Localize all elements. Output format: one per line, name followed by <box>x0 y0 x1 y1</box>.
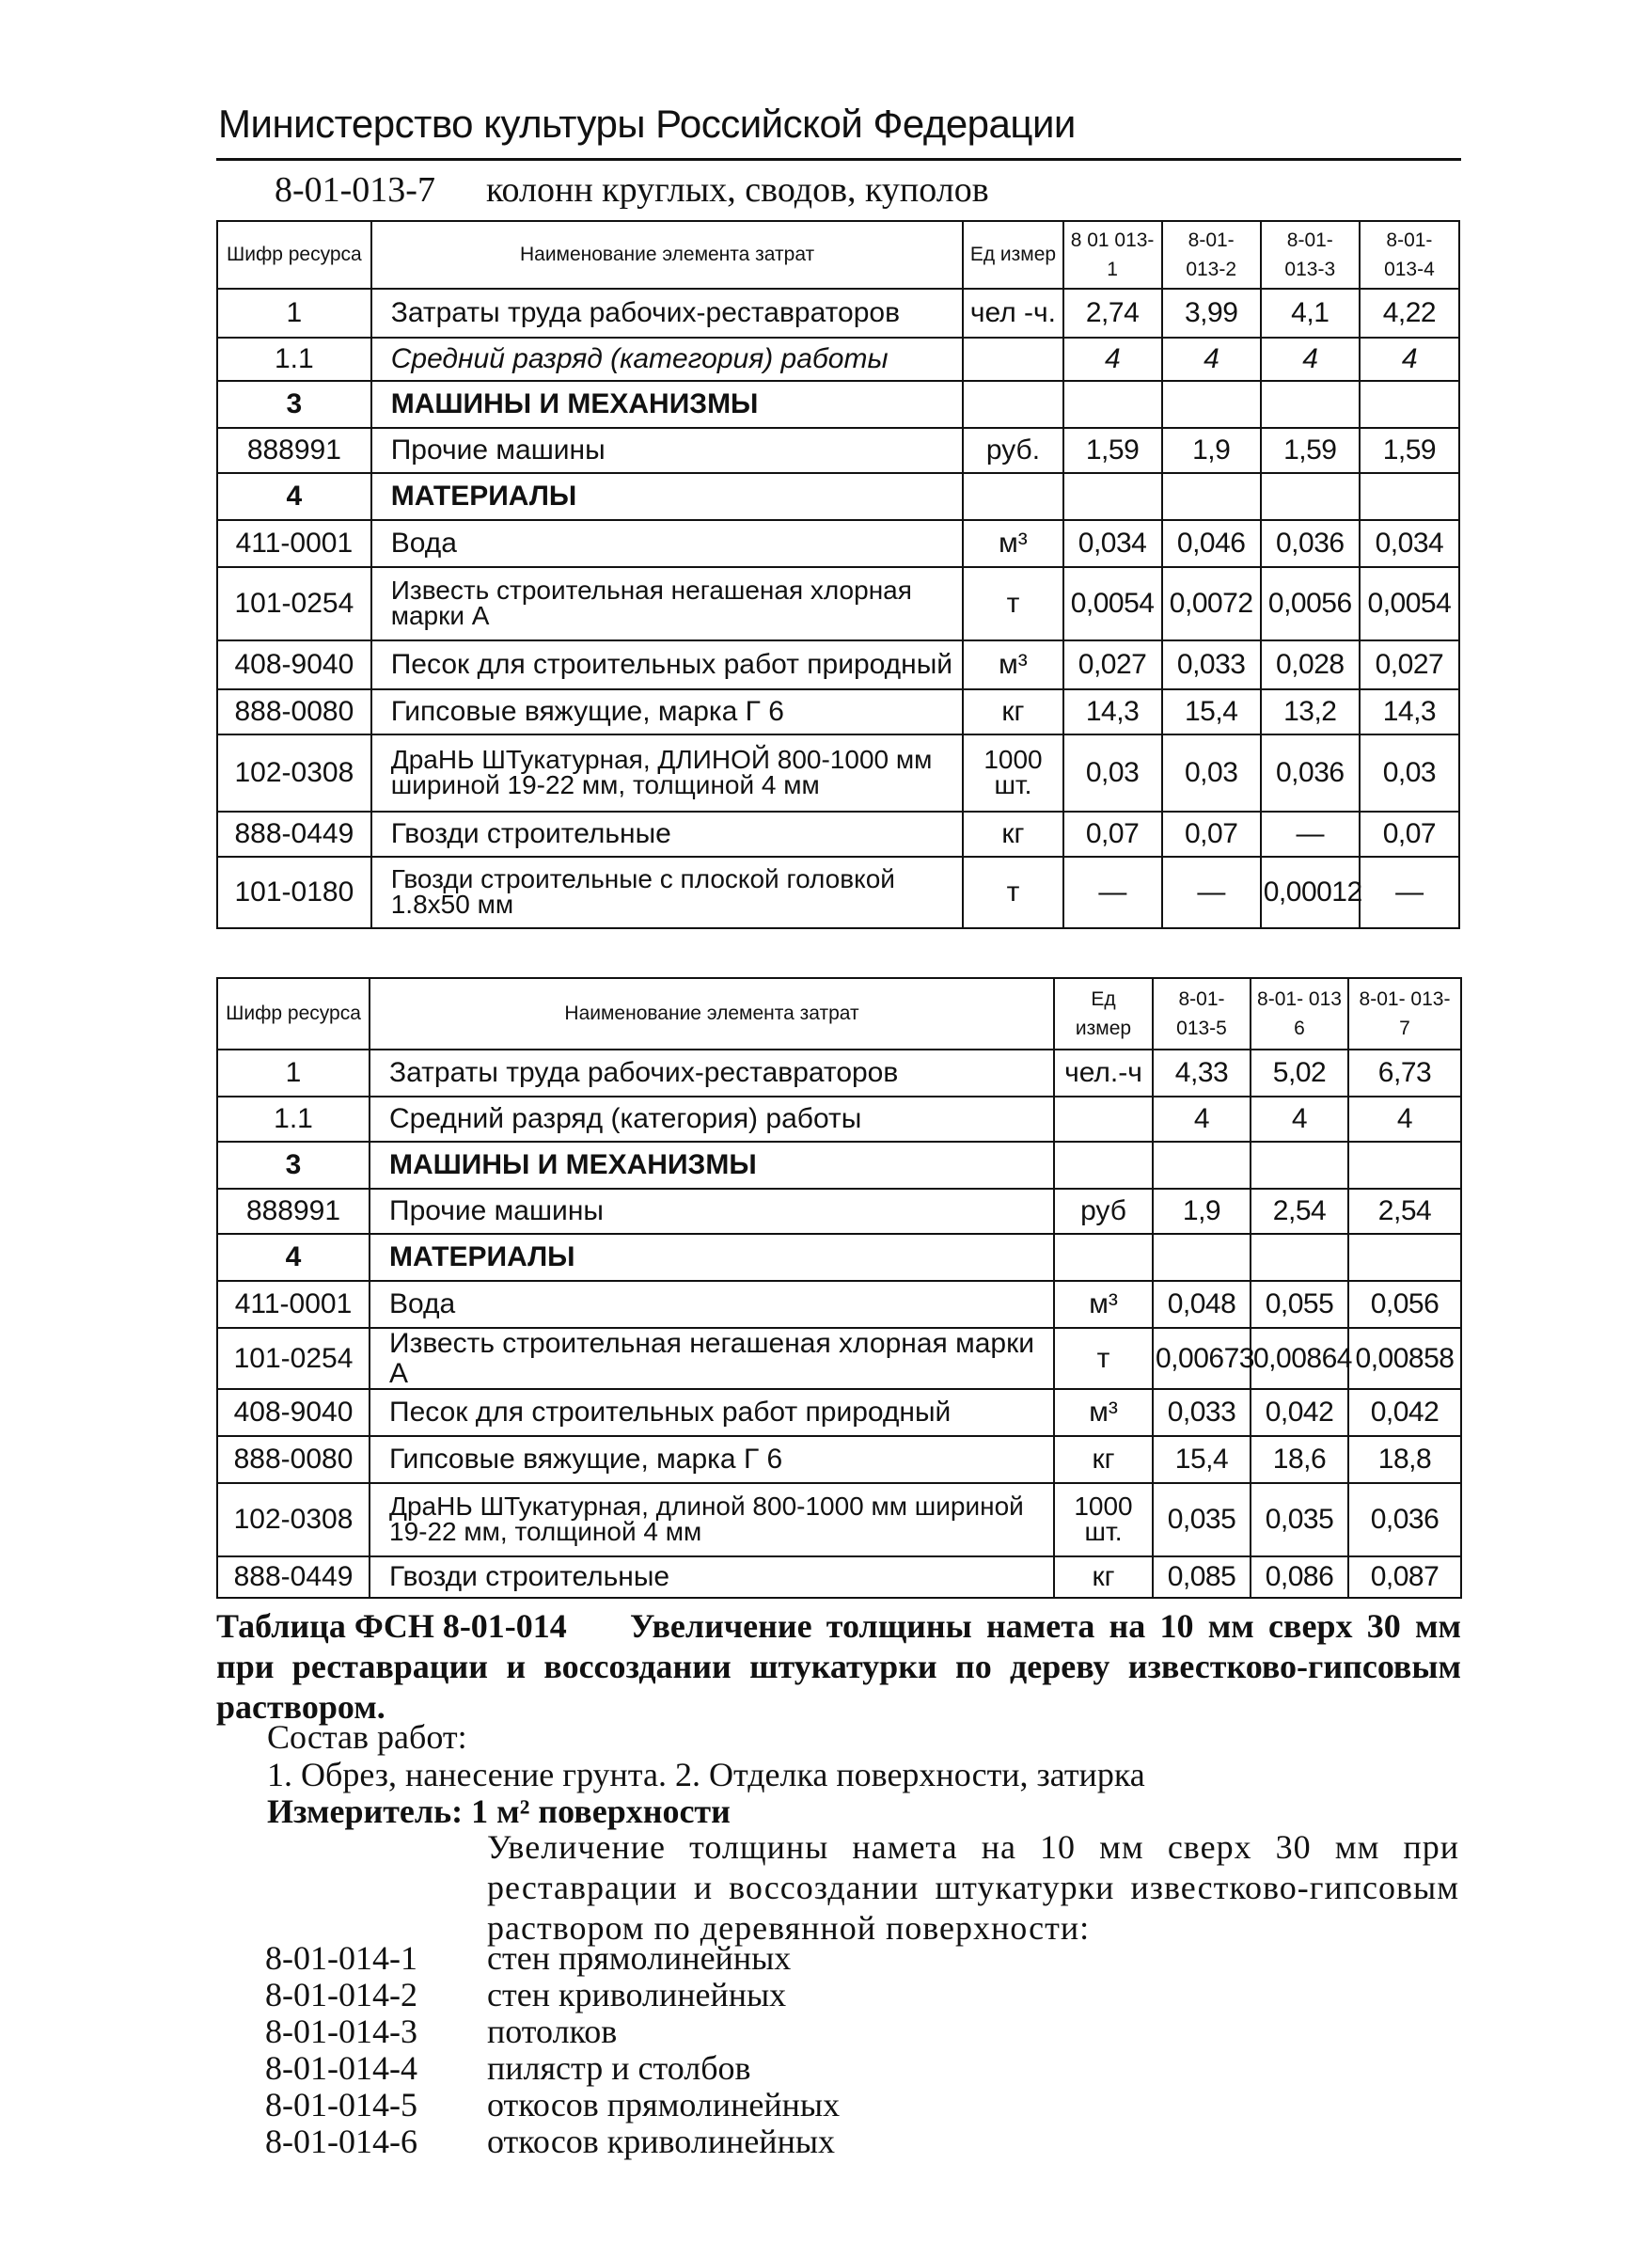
table-cell: Песок для строительных работ природный <box>370 1389 1054 1436</box>
table-section-row <box>217 1142 1461 1189</box>
header-cell: 8-01- 013-5 <box>1153 978 1251 1050</box>
table-row <box>217 338 1459 381</box>
list-item <box>265 1940 840 1977</box>
table-cell: т <box>1054 1328 1153 1389</box>
table-cell: 0,034 <box>1063 520 1162 567</box>
table-cell: Песок для строительных работ природный <box>371 640 964 689</box>
header-cell: Наименование элемента затрат <box>371 221 964 289</box>
table-cell: Гипсовые вяжущие, марка Г 6 <box>371 689 964 734</box>
table-cell: 0,00012 <box>1261 857 1360 928</box>
table-cell: 0,07 <box>1360 812 1459 857</box>
table-cell: 1,59 <box>1360 428 1459 473</box>
table-cell: 14,3 <box>1360 689 1459 734</box>
table-row <box>217 520 1459 567</box>
table-cell: 411-0001 <box>217 520 371 567</box>
subsection-line <box>275 169 989 211</box>
table-cell: МАТЕРИАЛЫ <box>370 1234 1054 1281</box>
table-cell: 4,1 <box>1261 289 1360 338</box>
table-cell: 4 <box>1348 1097 1461 1142</box>
item-list <box>265 1940 840 2160</box>
table-row <box>217 567 1459 640</box>
table-cell <box>1063 381 1162 428</box>
table-cell: 0,0056 <box>1261 567 1360 640</box>
table-cell: 411-0001 <box>217 1281 370 1328</box>
table-cell: 0,042 <box>1251 1389 1348 1436</box>
table-cell <box>1054 1234 1153 1281</box>
table-cell: 18,8 <box>1348 1436 1461 1483</box>
table-caption <box>216 1606 1461 1729</box>
table-row <box>217 289 1459 338</box>
table-cell: 0,03 <box>1162 734 1261 812</box>
table-cell: 4 <box>1063 338 1162 381</box>
table-cell: 0,00858 <box>1348 1328 1461 1389</box>
table-row <box>217 428 1459 473</box>
header-cell: Ед измер <box>1054 978 1153 1050</box>
table-cell <box>963 473 1062 520</box>
table-cell: 0,034 <box>1360 520 1459 567</box>
item-text: откосов криволинейных <box>487 2123 836 2160</box>
table-cell: 0,03 <box>1063 734 1162 812</box>
item-code: 8-01-014-3 <box>265 2013 417 2050</box>
table-cell: 0,033 <box>1153 1389 1251 1436</box>
table-cell: 0,035 <box>1153 1483 1251 1556</box>
table-cell: 0,0072 <box>1162 567 1261 640</box>
list-item <box>265 1977 840 2013</box>
table-cell: 0,086 <box>1251 1556 1348 1598</box>
description-text: Увеличение толщины намета на 10 мм сверх 30 мм при реставрации и воссоздании штукатурки известково-гипсовым раствором по деревянной поверхности: <box>487 1828 1459 1948</box>
page-header: Министерство культуры Российской Федерации <box>218 102 1076 146</box>
table-cell: Средний разряд (категория) работы <box>370 1097 1054 1142</box>
table-cell: 0,036 <box>1261 734 1360 812</box>
table-cell: 0,055 <box>1251 1281 1348 1328</box>
table-cell: 888-0449 <box>217 812 371 857</box>
table-cell: 3 <box>217 381 371 428</box>
table-cell: Известь строительная негашеная хлорная марки А <box>371 567 964 640</box>
table-cell: 101-0254 <box>217 1328 370 1389</box>
table-cell: 888991 <box>217 428 371 473</box>
table-cell: 1000 шт. <box>1054 1483 1153 1556</box>
table-row <box>217 812 1459 857</box>
table-cell: Гвозди строительные с плоской головкой 1.8x50 мм <box>371 857 964 928</box>
table-cell <box>1153 1142 1251 1189</box>
header-cell: Ед измер <box>963 221 1062 289</box>
table-cell: 408-9040 <box>217 640 371 689</box>
list-item <box>265 2013 840 2050</box>
table-row <box>217 1050 1461 1097</box>
header-cell: 8 01 013-1 <box>1063 221 1162 289</box>
table-cell <box>1063 473 1162 520</box>
table-cell: 0,087 <box>1348 1556 1461 1598</box>
table-cell: 2,54 <box>1251 1189 1348 1234</box>
table-cell: 888991 <box>217 1189 370 1234</box>
table-row <box>217 734 1459 812</box>
table-section-row <box>217 381 1459 428</box>
table-cell: Вода <box>370 1281 1054 1328</box>
table-cell: 4,33 <box>1153 1050 1251 1097</box>
table-cell <box>1153 1234 1251 1281</box>
table-cell: 0,00864 <box>1251 1328 1348 1389</box>
table-cell: 101-0180 <box>217 857 371 928</box>
table-cell: Прочие машины <box>371 428 964 473</box>
table-cell: Гипсовые вяжущие, марка Г 6 <box>370 1436 1054 1483</box>
table-cell <box>963 381 1062 428</box>
table-cell: 0,0054 <box>1063 567 1162 640</box>
header-cell: 8-01- 013 6 <box>1251 978 1348 1050</box>
table-cell <box>1348 1234 1461 1281</box>
header-cell: Шифр ресурса <box>217 978 370 1050</box>
table-cell: кг <box>1054 1556 1153 1598</box>
table-row <box>217 1436 1461 1483</box>
table-cell <box>1261 381 1360 428</box>
list-item <box>265 2087 840 2124</box>
item-code: 8-01-014-5 <box>265 2086 417 2124</box>
header-cell: 8-01- 013-4 <box>1360 221 1459 289</box>
table-cell: Затраты труда рабочих-реставраторов <box>371 289 964 338</box>
table-cell: 888-0449 <box>217 1556 370 1598</box>
table-cell: 2,74 <box>1063 289 1162 338</box>
table-cell: 14,3 <box>1063 689 1162 734</box>
table-row <box>217 1328 1461 1389</box>
table-cell: 1,9 <box>1162 428 1261 473</box>
table-cell <box>1348 1142 1461 1189</box>
table-cell: 4 <box>1251 1097 1348 1142</box>
table-cell: 4,22 <box>1360 289 1459 338</box>
table-cell: м³ <box>1054 1389 1153 1436</box>
table-row <box>217 1483 1461 1556</box>
table-cell: — <box>1162 857 1261 928</box>
table-cell: 0,056 <box>1348 1281 1461 1328</box>
table-row <box>217 689 1459 734</box>
table-cell: кг <box>1054 1436 1153 1483</box>
table-cell: кг <box>963 689 1062 734</box>
table-cell <box>1054 1097 1153 1142</box>
table-cell: 1,59 <box>1063 428 1162 473</box>
table-section-row <box>217 473 1459 520</box>
table-cell: — <box>1360 857 1459 928</box>
table-cell: 4 <box>1162 338 1261 381</box>
table-row <box>217 1281 1461 1328</box>
item-text: стен прямолинейных <box>487 1939 792 1977</box>
table-cell: 0,048 <box>1153 1281 1251 1328</box>
table-cell: руб. <box>963 428 1062 473</box>
table-cell <box>1360 381 1459 428</box>
table-cell: 3,99 <box>1162 289 1261 338</box>
table-cell: 1000 шт. <box>963 734 1062 812</box>
table-cell <box>1162 381 1261 428</box>
table-cell: — <box>1261 812 1360 857</box>
table-cell: Прочие машины <box>370 1189 1054 1234</box>
table-cell: 408-9040 <box>217 1389 370 1436</box>
table-cell: МАШИНЫ И МЕХАНИЗМЫ <box>371 381 964 428</box>
table-cell: Гвозди строительные <box>370 1556 1054 1598</box>
table-row <box>217 1389 1461 1436</box>
item-code: 8-01-014-6 <box>265 2123 417 2160</box>
table-cell: 0,046 <box>1162 520 1261 567</box>
item-code: 8-01-014-2 <box>265 1976 417 2013</box>
item-text: пилястр и столбов <box>487 2049 751 2087</box>
list-item <box>265 2050 840 2087</box>
table-row <box>217 1556 1461 1598</box>
table-cell: 102-0308 <box>217 734 371 812</box>
table-cell <box>1054 1142 1153 1189</box>
table-cell: 1 <box>217 289 371 338</box>
subsection-text: колонн круглых, сводов, куполов <box>486 170 989 210</box>
table-cell: кг <box>963 812 1062 857</box>
header-cell: 8-01- 013-7 <box>1348 978 1461 1050</box>
table-cell: МАТЕРИАЛЫ <box>371 473 964 520</box>
table-cell: 3 <box>217 1142 370 1189</box>
table-cell: 1.1 <box>217 338 371 381</box>
table-row <box>217 857 1459 928</box>
caption-table-name: Таблица ФСН 8-01-014 <box>216 1607 567 1645</box>
table-cell: 0,036 <box>1348 1483 1461 1556</box>
table-cell: 0,07 <box>1162 812 1261 857</box>
table-row <box>217 1189 1461 1234</box>
measure-label: Измеритель: 1 м² поверхности <box>267 1792 731 1830</box>
item-code: 8-01-014-4 <box>265 2049 417 2087</box>
table-header-row <box>217 978 1461 1050</box>
table-section-row <box>217 1234 1461 1281</box>
table-cell: руб <box>1054 1189 1153 1234</box>
table-cell: 0,0054 <box>1360 567 1459 640</box>
table-cell: 0,042 <box>1348 1389 1461 1436</box>
table-cell: 0,028 <box>1261 640 1360 689</box>
table-cell: 1 <box>217 1050 370 1097</box>
table-cell: Вода <box>371 520 964 567</box>
table-cell: 101-0254 <box>217 567 371 640</box>
table-cell: 4 <box>217 1234 370 1281</box>
composition-label: Состав работ: <box>267 1718 467 1756</box>
table-cell: м³ <box>963 640 1062 689</box>
table-cell <box>963 338 1062 381</box>
table-cell: Затраты труда рабочих-реставраторов <box>370 1050 1054 1097</box>
item-text: откосов прямолинейных <box>487 2086 841 2124</box>
table-cell: 1,9 <box>1153 1189 1251 1234</box>
table-cell: Гвозди строительные <box>371 812 964 857</box>
table-cell: МАШИНЫ И МЕХАНИЗМЫ <box>370 1142 1054 1189</box>
header-cell: 8-01- 013-2 <box>1162 221 1261 289</box>
header-cell: 8-01- 013-3 <box>1261 221 1360 289</box>
table-cell: чел -ч. <box>963 289 1062 338</box>
table-cell: Средний разряд (категория) работы <box>371 338 964 381</box>
table-cell: 0,035 <box>1251 1483 1348 1556</box>
table-cell: ДраНЬ ШТукатурная, длиной 800-1000 мм шириной 19-22 мм, толщиной 4 мм <box>370 1483 1054 1556</box>
composition-text: 1. Обрез, нанесение грунта. 2. Отделка поверхности, затирка <box>267 1756 1145 1793</box>
table-cell <box>1261 473 1360 520</box>
table-cell: чел.-ч <box>1054 1050 1153 1097</box>
resource-table-1 <box>216 220 1460 929</box>
caption-text: Увеличение толщины намета на 10 мм сверх 30 мм при реставрации и воссоздании штукатурки по дереву известково-гипсовым раствором. <box>216 1607 1461 1727</box>
table-cell <box>1360 473 1459 520</box>
table-header-row <box>217 221 1459 289</box>
header-cell: Наименование элемента затрат <box>370 978 1054 1050</box>
resource-table-2 <box>216 977 1462 1599</box>
table-cell: 0,00673 <box>1153 1328 1251 1389</box>
table-cell: 0,027 <box>1063 640 1162 689</box>
table-cell: 0,085 <box>1153 1556 1251 1598</box>
table-cell <box>1251 1142 1348 1189</box>
table-cell: т <box>963 857 1062 928</box>
table-cell: 0,03 <box>1360 734 1459 812</box>
table-cell <box>1251 1234 1348 1281</box>
header-rule <box>216 158 1461 161</box>
table-cell: 13,2 <box>1261 689 1360 734</box>
table-cell: 1.1 <box>217 1097 370 1142</box>
table-cell: 0,07 <box>1063 812 1162 857</box>
table-cell: 0,027 <box>1360 640 1459 689</box>
table-row <box>217 1097 1461 1142</box>
header-cell: Шифр ресурса <box>217 221 371 289</box>
item-text: стен криволинейных <box>487 1976 787 2013</box>
table-cell: 102-0308 <box>217 1483 370 1556</box>
list-item <box>265 2124 840 2160</box>
table-row <box>217 640 1459 689</box>
subsection-code: 8-01-013-7 <box>275 170 435 210</box>
table-cell: 0,036 <box>1261 520 1360 567</box>
table-cell: м³ <box>1054 1281 1153 1328</box>
table-cell: 4 <box>217 473 371 520</box>
table-cell: 0,033 <box>1162 640 1261 689</box>
table-cell: 15,4 <box>1162 689 1261 734</box>
table-cell: 5,02 <box>1251 1050 1348 1097</box>
item-code: 8-01-014-1 <box>265 1939 417 1977</box>
table-cell: 18,6 <box>1251 1436 1348 1483</box>
table-cell: 1,59 <box>1261 428 1360 473</box>
table-cell: 15,4 <box>1153 1436 1251 1483</box>
table-cell: 888-0080 <box>217 689 371 734</box>
table-cell: 6,73 <box>1348 1050 1461 1097</box>
table-cell: 4 <box>1360 338 1459 381</box>
table-cell: 4 <box>1261 338 1360 381</box>
table-cell: м³ <box>963 520 1062 567</box>
table-cell <box>1162 473 1261 520</box>
table-cell: Известь строительная негашеная хлорная марки А <box>370 1328 1054 1389</box>
table-cell: 2,54 <box>1348 1189 1461 1234</box>
table-cell: т <box>963 567 1062 640</box>
table-cell: 888-0080 <box>217 1436 370 1483</box>
table-cell: ДраНЬ ШТукатурная, ДЛИНОЙ 800-1000 мм шириной 19-22 мм, толщиной 4 мм <box>371 734 964 812</box>
table-cell: 4 <box>1153 1097 1251 1142</box>
item-text: потолков <box>487 2013 618 2050</box>
table-cell: — <box>1063 857 1162 928</box>
